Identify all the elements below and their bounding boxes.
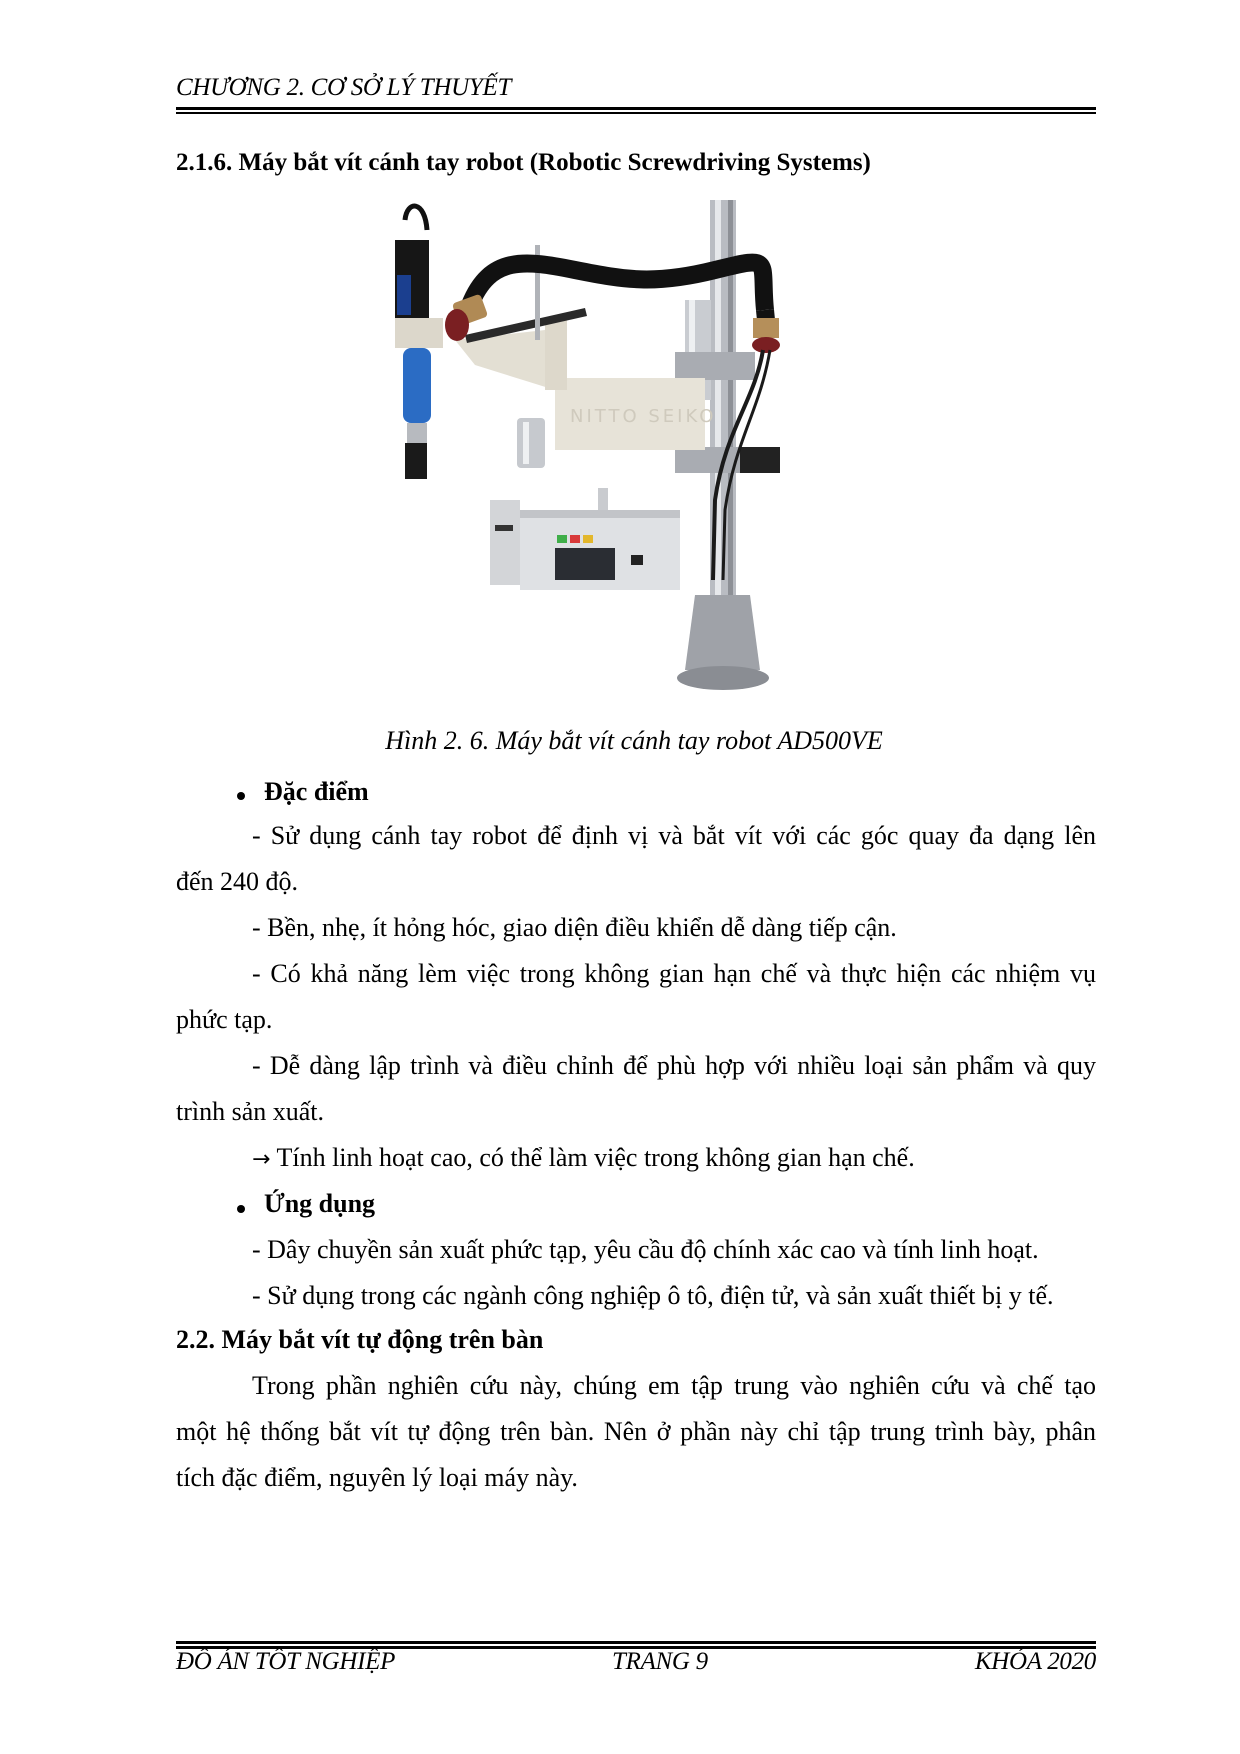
features-title: Đặc điểm (264, 777, 369, 806)
figure-caption: Hình 2. 6. Máy bắt vít cánh tay robot AD500VE (385, 726, 883, 755)
arrow-right-icon: → (252, 1147, 271, 1172)
paragraph-line-3: tích đặc điểm, nguyên lý loại máy này. (176, 1463, 578, 1492)
feature-item-1-line-1: - Sử dụng cánh tay robot để định vị và bắt vít với các góc quay đa dạng lên (252, 821, 1096, 850)
feature-item-3-line-1: - Có khả năng lèm việc trong không gian hạn chế và thực hiện các nhiệm vụ (252, 959, 1096, 988)
feature-item-4-line-2: trình sản xuất. (176, 1097, 325, 1126)
chapter-header: CHƯƠNG 2. CƠ SỞ LÝ THUYẾT (176, 74, 512, 101)
feature-item-4-line-1: - Dễ dàng lập trình và điều chỉnh để phù hợp với nhiều loại sản phẩm và quy (252, 1051, 1096, 1080)
feature-item-3-line-2: phức tạp. (176, 1005, 273, 1034)
header-rule-thick (176, 107, 1096, 110)
application-item-1: - Dây chuyền sản xuất phức tạp, yêu cầu độ chính xác cao và tính linh hoạt. (252, 1235, 1039, 1264)
paragraph-line-1: Trong phần nghiên cứu này, chúng em tập trung vào nghiên cứu và chế tạo (252, 1371, 1096, 1400)
header-rule-thin (176, 112, 1096, 114)
bullet-icon (237, 1205, 245, 1213)
footer-page-number: TRANG 9 (612, 1648, 708, 1675)
conclusion-text: Tính linh hoạt cao, có thể làm việc trong không gian hạn chế. (276, 1143, 915, 1172)
figure-robotic-screwdriver-photo (395, 200, 875, 695)
applications-title: Ứng dụng (264, 1189, 376, 1218)
footer-left: ĐỒ ÁN TỐT NGHIỆP (176, 1648, 396, 1675)
application-item-2: - Sử dụng trong các ngành công nghiệp ô tô, điện tử, và sản xuất thiết bị y tế. (252, 1281, 1054, 1310)
paragraph-line-2: một hệ thống bắt vít tự động trên bàn. Nên ở phần này chỉ tập trung trình bày, phân (176, 1417, 1096, 1446)
feature-item-2: - Bền, nhẹ, ít hỏng hóc, giao diện điều khiển dễ dàng tiếp cận. (252, 913, 897, 942)
footer-right: KHÓA 2020 (974, 1648, 1096, 1675)
footer-rule-top (176, 1641, 1096, 1644)
bullet-icon (237, 792, 245, 800)
section-heading-2-1-6: 2.1.6. Máy bắt vít cánh tay robot (Robotic Screwdriving Systems) (176, 149, 871, 176)
svg-text:NITTO SEIKO: NITTO SEIKO (570, 406, 717, 427)
feature-item-1-line-2: đến 240 độ. (176, 867, 299, 896)
section-heading-2-2: 2.2. Máy bắt vít tự động trên bàn (176, 1325, 544, 1354)
features-conclusion (252, 1143, 915, 1173)
